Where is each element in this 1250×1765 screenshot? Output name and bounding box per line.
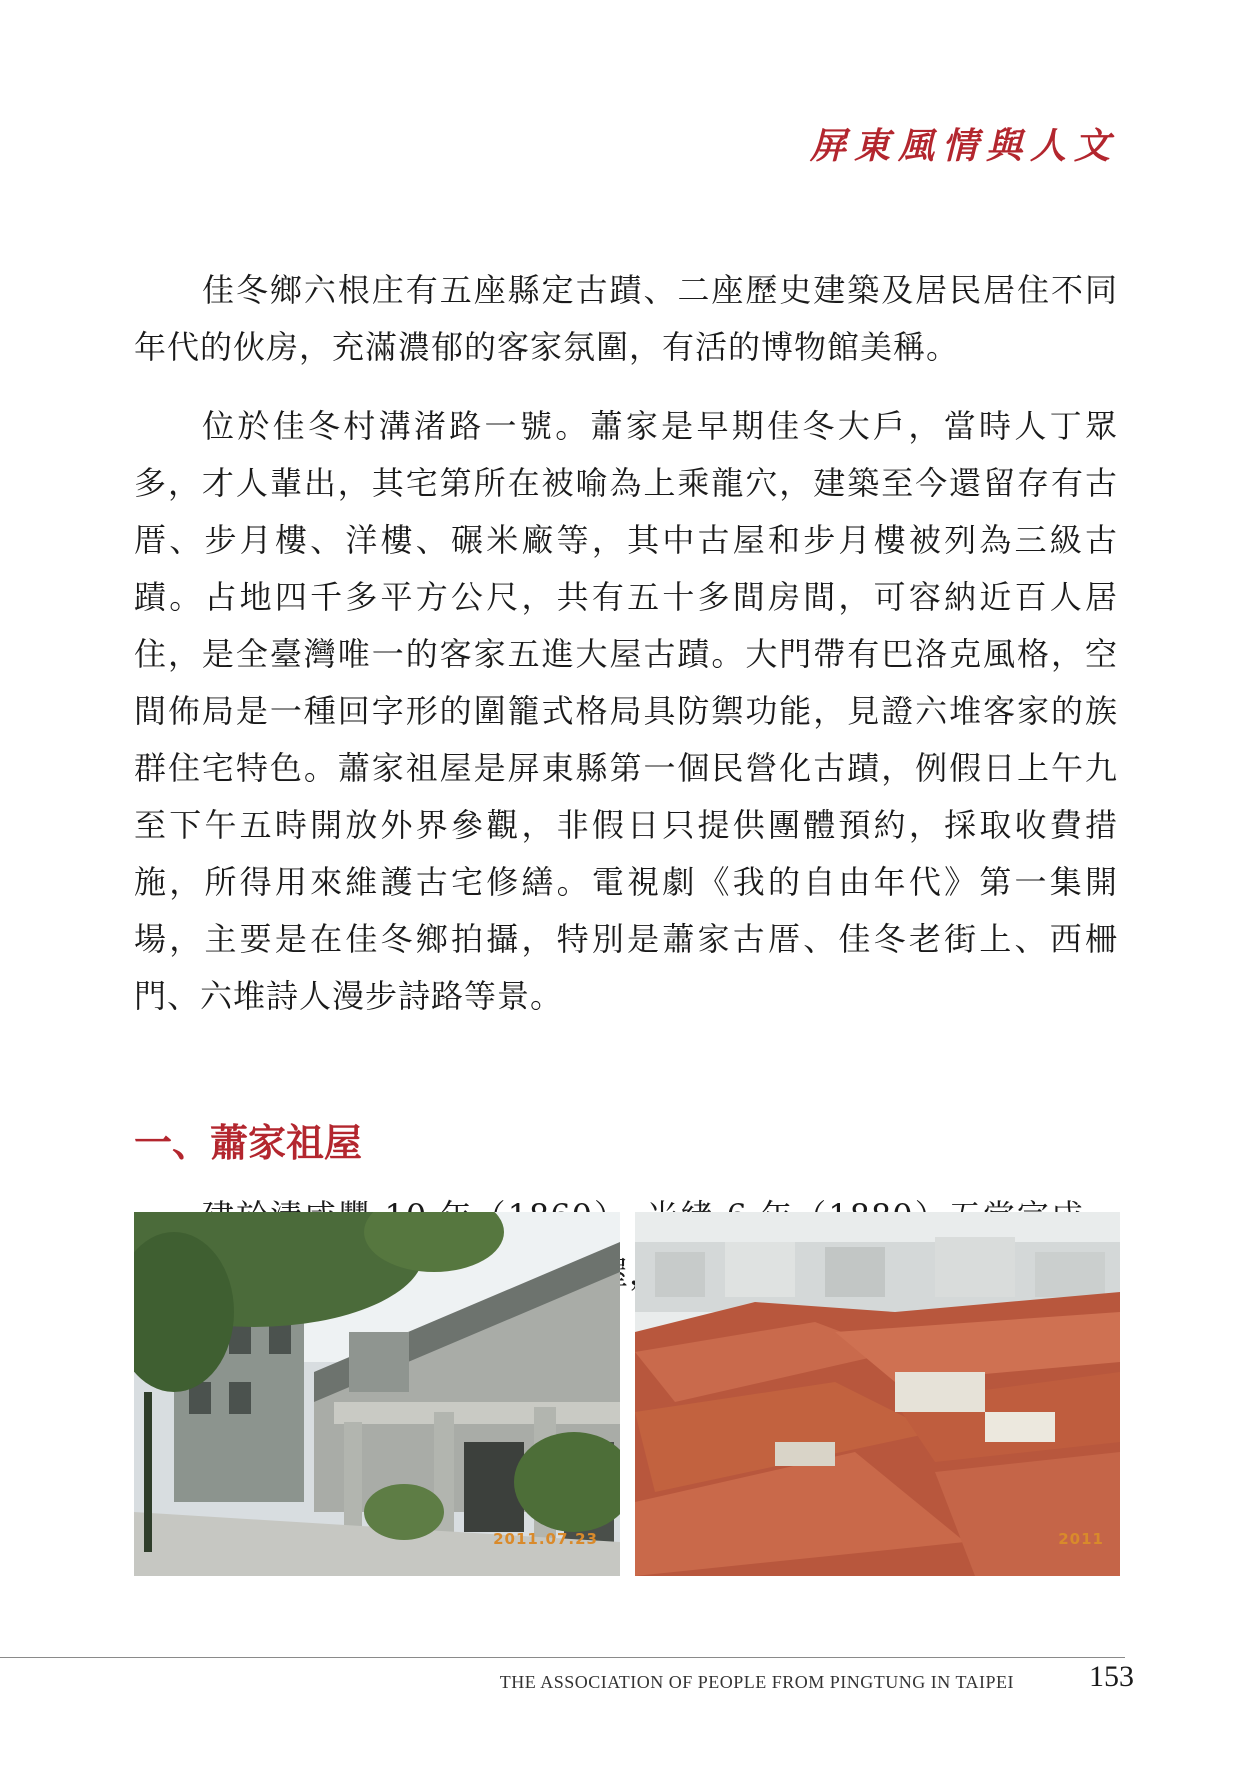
photo-tiled-rooftops [635,1212,1120,1576]
page-number: 153 [1089,1660,1134,1693]
section-title: 一、蕭家祖屋 [134,1121,363,1165]
street-facade-illustration [134,1212,620,1576]
intro-paragraph: 佳冬鄉六根庄有五座縣定古蹟、二座歷史建築及居民居住不同年代的伙房，充滿濃郁的客家氛圍，有活的博物館美稱。 [134,271,1118,366]
page-content [134,262,1118,1302]
rooftops-illustration [635,1212,1120,1576]
location-paragraph: 位於佳冬村溝渚路一號。蕭家是早期佳冬大戶，當時人丁眾多，才人輩出，其宅第所在被喻為上乘龍穴，建築至今還留存有古厝、步月樓、洋樓、碾米廠等，其中古屋和步月樓被列為三級古蹟。占地四千多平方公尺，共有五十多間房間，可容納近百人居住，是全臺灣唯一的客家五進大屋古蹟。大門帶有巴洛克風格，空間佈局是一種回字形的圍籠式格局具防禦功能，見證六堆客家的族群住宅特色。蕭家祖屋是屏東縣第一個民營化古蹟，例假日上午九至下午五時開放外界參觀，非假日只提供團體預約，採取收費措施，所得用來維護古宅修繕。電視劇《我的自由年代》第一集開場，主要是在佳冬鄉拍攝，特別是蕭家古厝、佳冬老街上、西柵門、六堆詩人漫步詩路等景。 [134,407,1118,1015]
left-photo-date-stamp: 2011.07.23 [493,1530,598,1548]
photo-hakka-house-street [134,1212,620,1576]
footer-divider [0,1657,1125,1658]
right-photo-date-stamp: 2011 [1058,1530,1104,1548]
footer-association: THE ASSOCIATION OF PEOPLE FROM PINGTUNG IN TAIPEI [499,1672,1014,1692]
photo-row [134,1212,1120,1576]
running-head-title: 屏東風情與人文 [809,125,1118,167]
